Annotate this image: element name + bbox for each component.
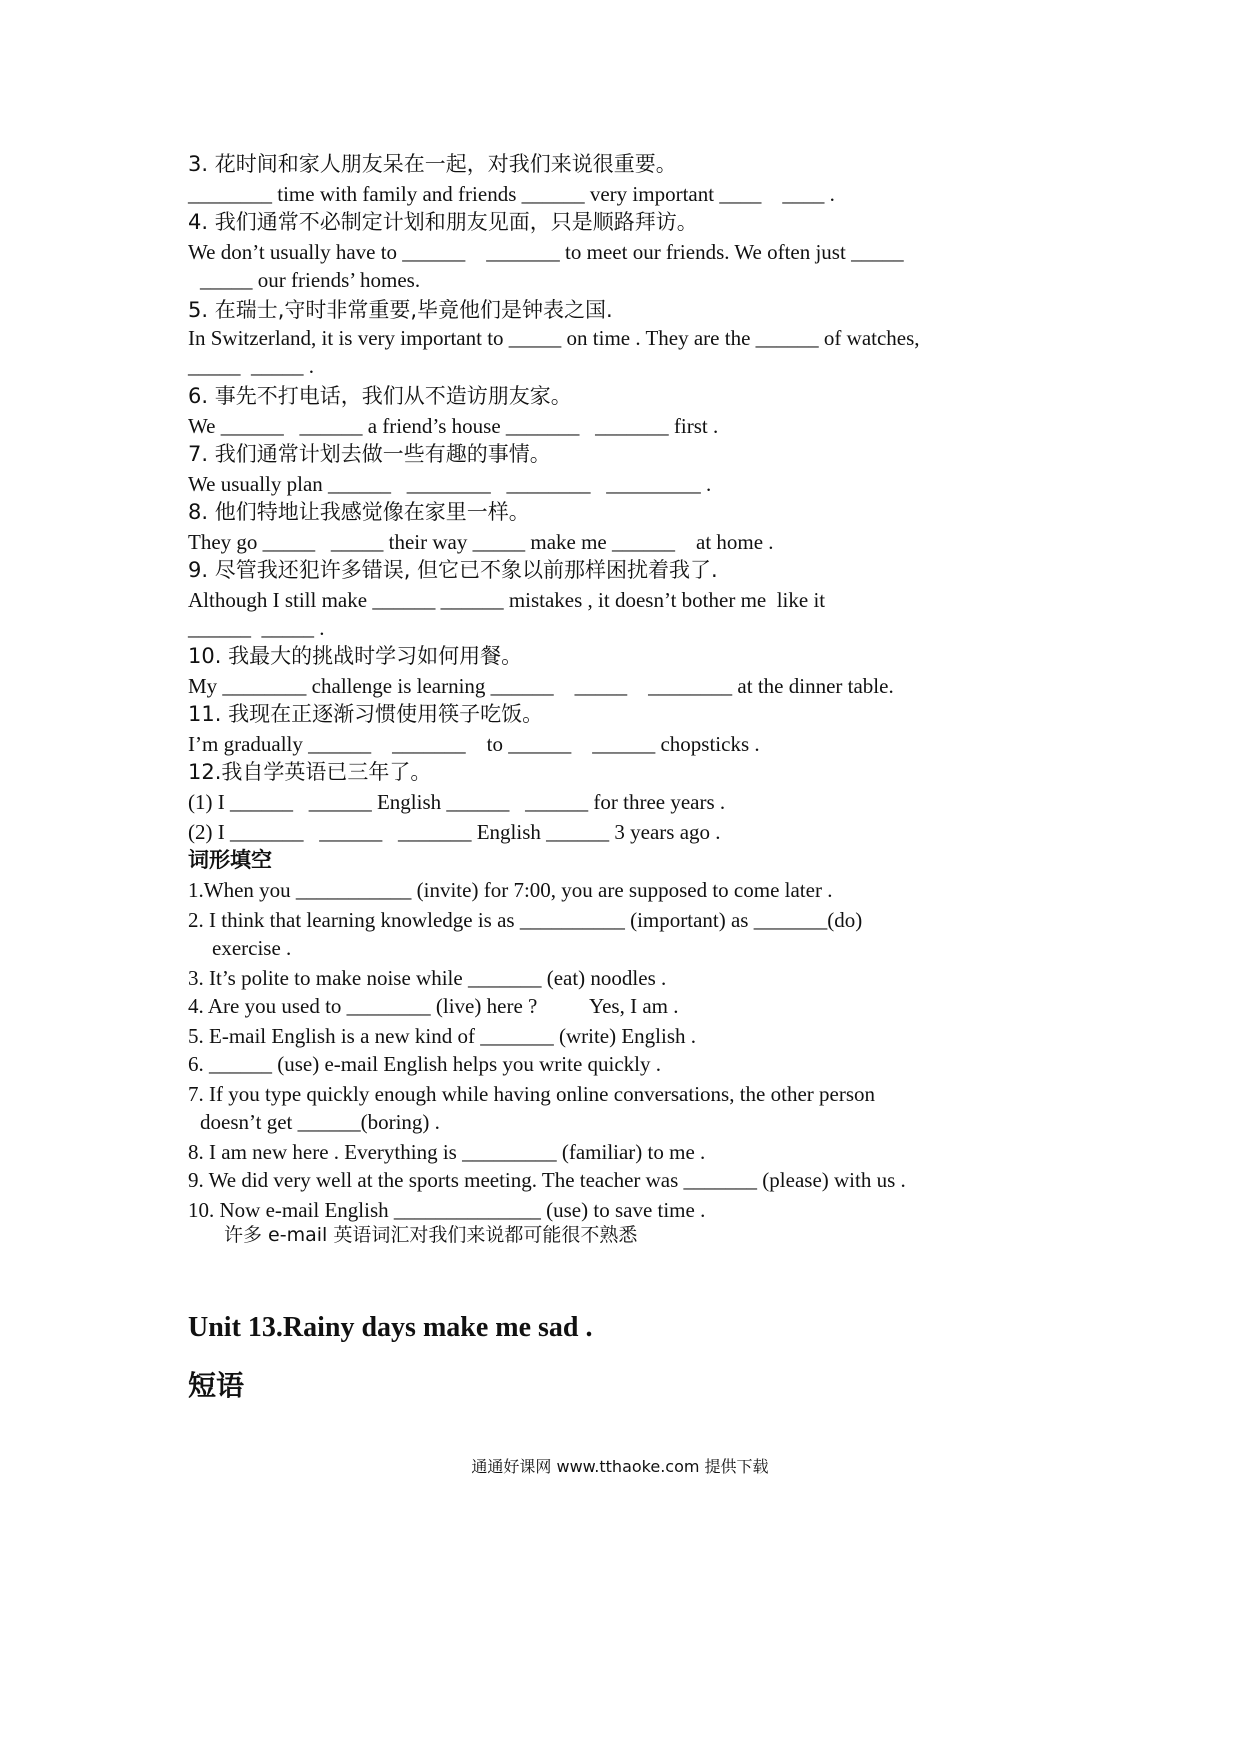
item-9-chinese: 9. 尽管我还犯许多错误, 但它已不象以前那样困扰着我了. (188, 558, 718, 582)
item-10-english: My ________ challenge is learning ______ _____ ________ at the dinner table. (188, 674, 894, 698)
item-9-english: Although I still make ______ ______ mistakes , it doesn’t bother me like it (188, 588, 826, 612)
item-4-chinese: 4. 我们通常不必制定计划和朋友见面，只是顺路拜访。 (188, 210, 698, 234)
word-form-item-2-cont: exercise . (212, 936, 292, 960)
footer: 通通好课网 www.tthaoke.com 提供下载 (471, 1457, 769, 1476)
item-9-english-cont: ______ _____ . (188, 616, 325, 640)
word-form-item-2: 2. I think that learning knowledge is as __________ (important) as _______(do) (188, 908, 863, 932)
word-form-heading: 词形填空 (188, 848, 272, 872)
item-8-chinese: 8. 他们特地让我感觉像在家里一样。 (188, 500, 530, 524)
unit-title: Unit 13.Rainy days make me sad . (188, 1312, 593, 1343)
word-form-item-10: 10. Now e-mail English ______________ (use) to save time . (188, 1198, 706, 1222)
item-3-chinese: 3. 花时间和家人朋友呆在一起，对我们来说很重要。 (188, 152, 677, 176)
word-form-item-8: 8. I am new here . Everything is _________ (familiar) to me . (188, 1140, 706, 1164)
item-5-english: In Switzerland, it is very important to _____ on time . They are the ______ of watches, (188, 326, 920, 350)
item-10-chinese: 10. 我最大的挑战时学习如何用餐。 (188, 644, 523, 668)
word-form-item-7: 7. If you type quickly enough while having online conversations, the other person (188, 1082, 876, 1106)
word-form-item-3: 3. It’s polite to make noise while _______ (eat) noodles . (188, 966, 667, 990)
item-6-chinese: 6. 事先不打电话，我们从不造访朋友家。 (188, 384, 572, 408)
item-5-english-cont: _____ _____ . (188, 354, 314, 378)
word-form-item-4: 4. Are you used to ________ (live) here ? Yes, I am . (188, 994, 679, 1018)
item-11-chinese: 11. 我现在正逐渐习惯使用筷子吃饭。 (188, 702, 544, 726)
word-form-item-6: 6. ______ (use) e-mail English helps you write quickly . (188, 1052, 662, 1076)
item-4-english-cont: _____ our friends’ homes. (200, 268, 421, 292)
item-12-english-2: (2) I _______ ______ _______ English ______ 3 years ago . (188, 820, 721, 844)
word-form-item-7-cont: doesn’t get ______(boring) . (200, 1110, 440, 1134)
item-3-english: ________ time with family and friends ______ very important ____ ____ . (188, 182, 835, 206)
word-form-item-1: 1.When you ___________ (invite) for 7:00, you are supposed to come later . (188, 878, 833, 902)
item-8-english: They go _____ _____ their way _____ make me ______ at home . (188, 530, 774, 554)
item-5-chinese: 5. 在瑞士,守时非常重要,毕竟他们是钟表之国. (188, 298, 613, 322)
section-title: 短语 (188, 1369, 245, 1402)
item-11-english: I’m gradually ______ _______ to ______ ______ chopsticks . (188, 732, 760, 756)
item-6-english: We ______ ______ a friend’s house _______ _______ first . (188, 414, 719, 438)
item-12-chinese: 12.我自学英语已三年了。 (188, 760, 432, 784)
word-form-item-9: 9. We did very well at the sports meeting. The teacher was _______ (please) with us . (188, 1168, 906, 1192)
item-12-english-1: (1) I ______ ______ English ______ ______ for three years . (188, 790, 726, 814)
note-chinese: 许多 e-mail 英语词汇对我们来说都可能很不熟悉 (224, 1224, 638, 1246)
item-4-english: We don’t usually have to ______ _______ to meet our friends. We often just _____ (188, 240, 904, 264)
item-7-english: We usually plan ______ ________ ________ _________ . (188, 472, 712, 496)
word-form-item-5: 5. E-mail English is a new kind of _______ (write) English . (188, 1024, 697, 1048)
item-7-chinese: 7. 我们通常计划去做一些有趣的事情。 (188, 442, 551, 466)
